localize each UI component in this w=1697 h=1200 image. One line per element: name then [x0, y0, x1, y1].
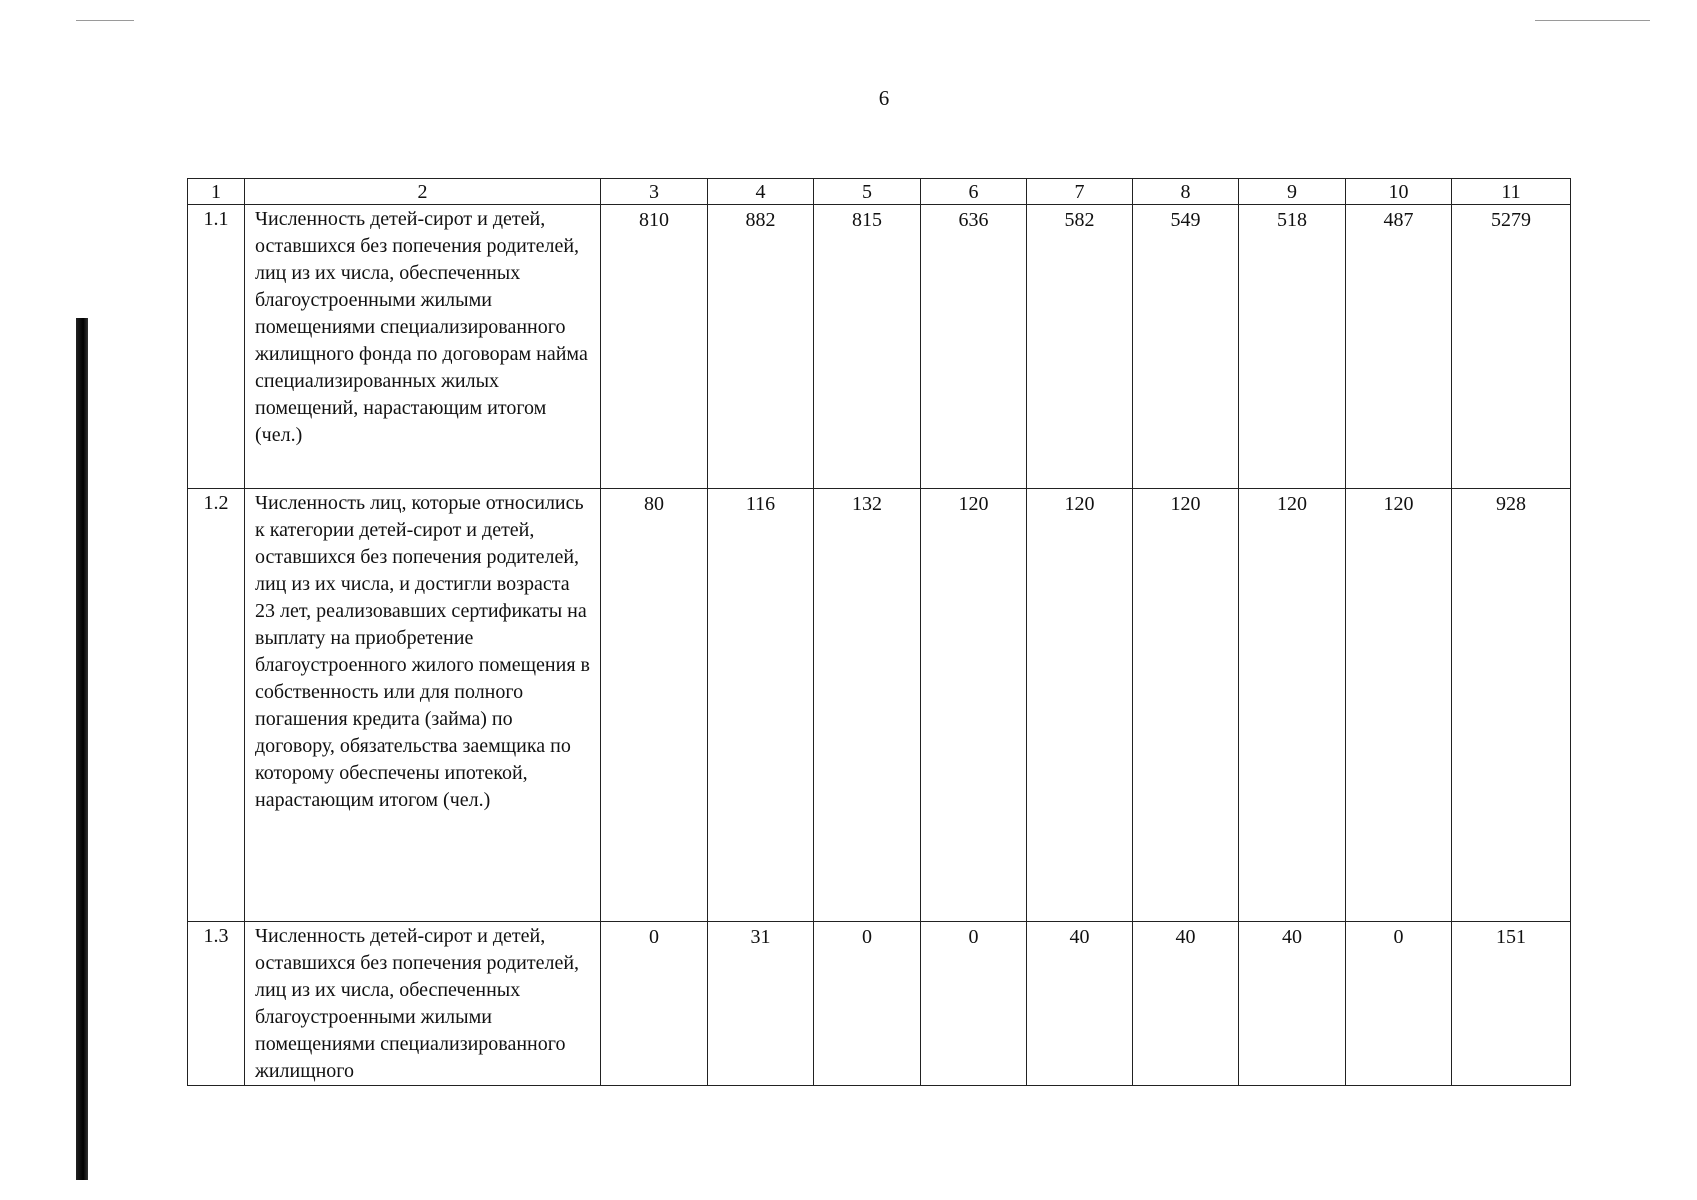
row-value: 0 [814, 922, 921, 1086]
row-value: 120 [1133, 489, 1239, 922]
column-number-header: 6 [921, 179, 1027, 205]
row-value: 116 [708, 489, 814, 922]
row-value: 0 [601, 922, 708, 1086]
row-total: 928 [1452, 489, 1571, 922]
column-number-header: 2 [245, 179, 601, 205]
row-value: 882 [708, 205, 814, 489]
row-index: 1.1 [188, 205, 245, 489]
row-total: 151 [1452, 922, 1571, 1086]
row-value: 40 [1133, 922, 1239, 1086]
row-value: 815 [814, 205, 921, 489]
column-number-header: 3 [601, 179, 708, 205]
indicators-table [187, 178, 1571, 1086]
table-row [188, 922, 1571, 1086]
row-index: 1.2 [188, 489, 245, 922]
column-number-header: 10 [1346, 179, 1452, 205]
scan-edge-shadow [76, 318, 88, 1180]
row-description: Численность детей-сирот и детей, оставшихся без попечения родителей, лиц из их числа, обеспеченных благоустроенными жилыми помещениями специализированного жилищного фонда по договорам найма специализированных жилых помещений, нарастающим итогом (чел.) [245, 205, 601, 489]
scan-artifact-top-left [76, 20, 134, 21]
row-description: Численность лиц, которые относились к категории детей-сирот и детей, оставшихся без попечения родителей, лиц из их числа, и достигли возраста 23 лет, реализовавших сертификаты на выплату на приобретение благоустроенного жилого помещения в собственность или для полного погашения кредита (займа) по договору, обязательства заемщика по которому обеспечены ипотекой, нарастающим итогом (чел.) [245, 489, 601, 922]
row-value: 120 [1239, 489, 1346, 922]
row-value: 120 [921, 489, 1027, 922]
row-value: 636 [921, 205, 1027, 489]
table-row [188, 205, 1571, 489]
row-value: 582 [1027, 205, 1133, 489]
table-header-row [188, 179, 1571, 205]
column-number-header: 11 [1452, 179, 1571, 205]
table-row [188, 489, 1571, 922]
column-number-header: 1 [188, 179, 245, 205]
row-value: 518 [1239, 205, 1346, 489]
row-value: 0 [1346, 922, 1452, 1086]
column-number-header: 8 [1133, 179, 1239, 205]
row-value: 549 [1133, 205, 1239, 489]
row-value: 80 [601, 489, 708, 922]
row-value: 120 [1027, 489, 1133, 922]
row-value: 132 [814, 489, 921, 922]
row-value: 40 [1239, 922, 1346, 1086]
column-number-header: 7 [1027, 179, 1133, 205]
row-index: 1.3 [188, 922, 245, 1086]
row-value: 810 [601, 205, 708, 489]
scan-artifact-top-right [1535, 20, 1650, 21]
row-total: 5279 [1452, 205, 1571, 489]
page-number: 6 [878, 86, 890, 110]
column-number-header: 5 [814, 179, 921, 205]
row-value: 120 [1346, 489, 1452, 922]
column-number-header: 4 [708, 179, 814, 205]
row-value: 31 [708, 922, 814, 1086]
row-description: Численность детей-сирот и детей, оставшихся без попечения родителей, лиц из их числа, обеспеченных благоустроенными жилыми помещениями специализированного жилищного [245, 922, 601, 1086]
row-value: 487 [1346, 205, 1452, 489]
row-value: 0 [921, 922, 1027, 1086]
column-number-header: 9 [1239, 179, 1346, 205]
row-value: 40 [1027, 922, 1133, 1086]
